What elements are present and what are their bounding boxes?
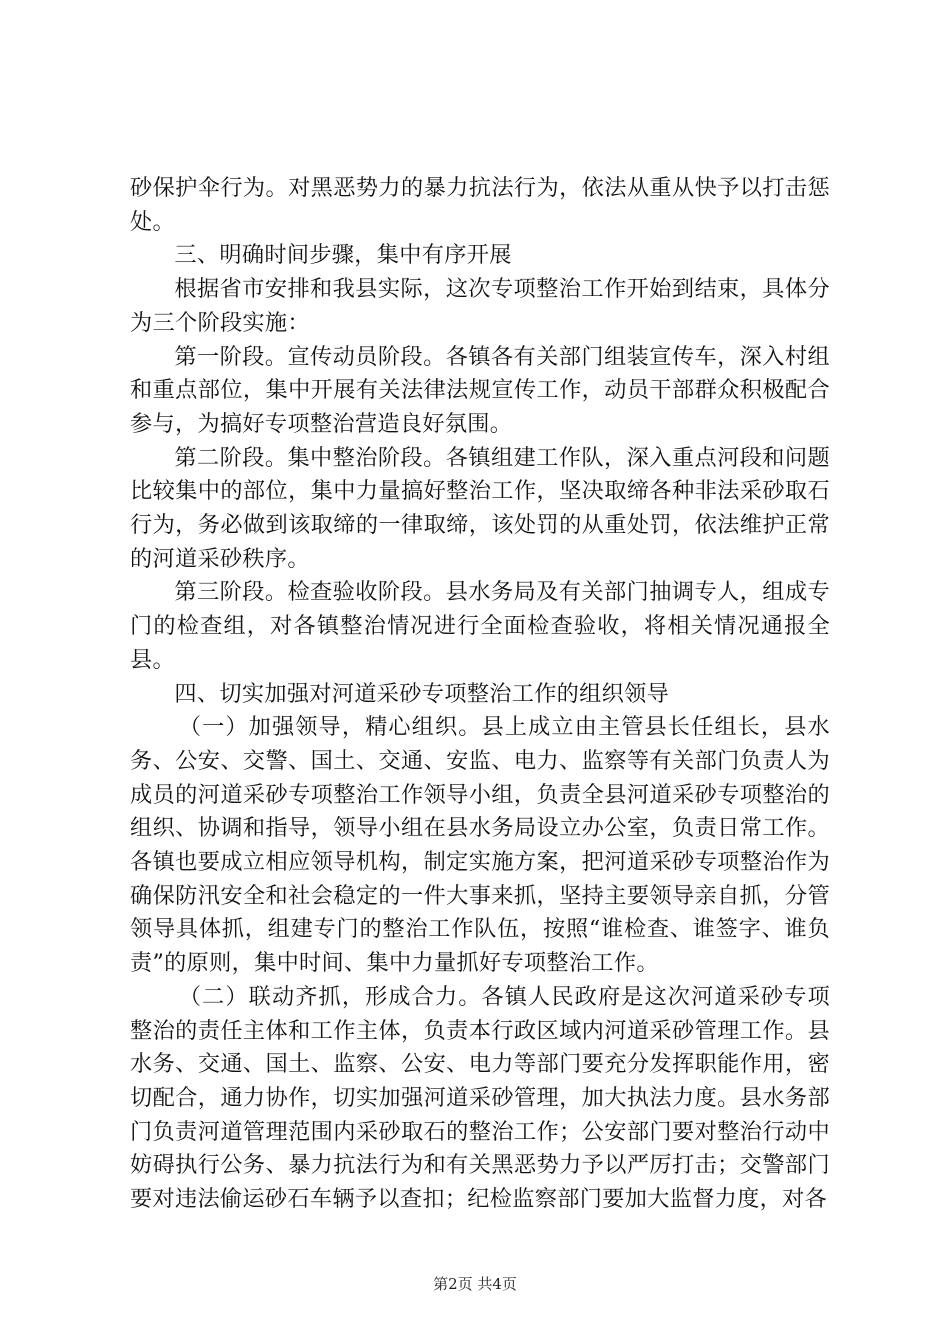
section-heading-4: 四、切实加强对河道采砂专项整治工作的组织领导 (174, 680, 670, 707)
paragraph-subsection-1: （一）加强领导，精心组织。县上成立由主管县长任组长，县水务、公安、交警、国土、交通、安监、电力、监察等有关部门负责人为成员的河道采砂专项整治工作领导小组，负责全县河道采砂专项整治的组织、协调和指导，领导小组在县水务局设立办公室，负责日常工作。各镇也要成立相应领导机构，制定实施方案，把河道采砂专项整治作为确保防汛安全和社会稳定的一件大事来抓，坚持主要领导亲自抓，分管领导具体抓，组建专门的整治工作队伍，按照“谁检查、谁签字、谁负责”的原则，集中时间、集中力量抓好专项整治工作。 (130, 714, 830, 977)
document-body (130, 172, 830, 1217)
page-number-footer: 第2页 共4页 (433, 1275, 517, 1293)
section-heading-3: 三、明确时间步骤，集中有序开展 (174, 242, 512, 269)
paragraph-stage-1: 第一阶段。宣传动员阶段。各镇各有关部门组装宣传车，深入村组和重点部位，集中开展有关法律法规宣传工作，动员干部群众积极配合参与，为搞好专项整治营造良好氛围。 (130, 343, 830, 437)
paragraph-stage-3: 第三阶段。检查验收阶段。县水务局及有关部门抽调专人，组成专门的检查组，对各镇整治情况进行全面检查验收，将相关情况通报全县。 (130, 579, 830, 673)
paragraph: 根据省市安排和我县实际，这次专项整治工作开始到结束，具体分为三个阶段实施： (130, 276, 830, 336)
paragraph-continuation: 砂保护伞行为。对黑恶势力的暴力抗法行为，依法从重从快予以打击惩处。 (130, 175, 830, 235)
paragraph-subsection-2: （二）联动齐抓，形成合力。各镇人民政府是这次河道采砂专项整治的责任主体和工作主体，负责本行政区域内河道采砂管理工作。县水务、交通、国土、监察、公安、电力等部门要充分发挥职能作用，密切配合，通力协作，切实加强河道采砂管理，加大执法力度。县水务部门负责河道管理范围内采砂取石的整治工作；公安部门要对整治行动中妨碍执行公务、暴力抗法行为和有关黑恶势力予以严厉打击；交警部门要对违法偷运砂石车辆予以查扣；纪检监察部门要加大监督力度，对各 (130, 983, 830, 1213)
paragraph-stage-2: 第二阶段。集中整治阶段。各镇组建工作队，深入重点河段和问题比较集中的部位，集中力量搞好整治工作，坚决取缔各种非法采砂取石行为，务必做到该取缔的一律取缔，该处罚的从重处罚，依法维护正常的河道采砂秩序。 (130, 444, 830, 572)
